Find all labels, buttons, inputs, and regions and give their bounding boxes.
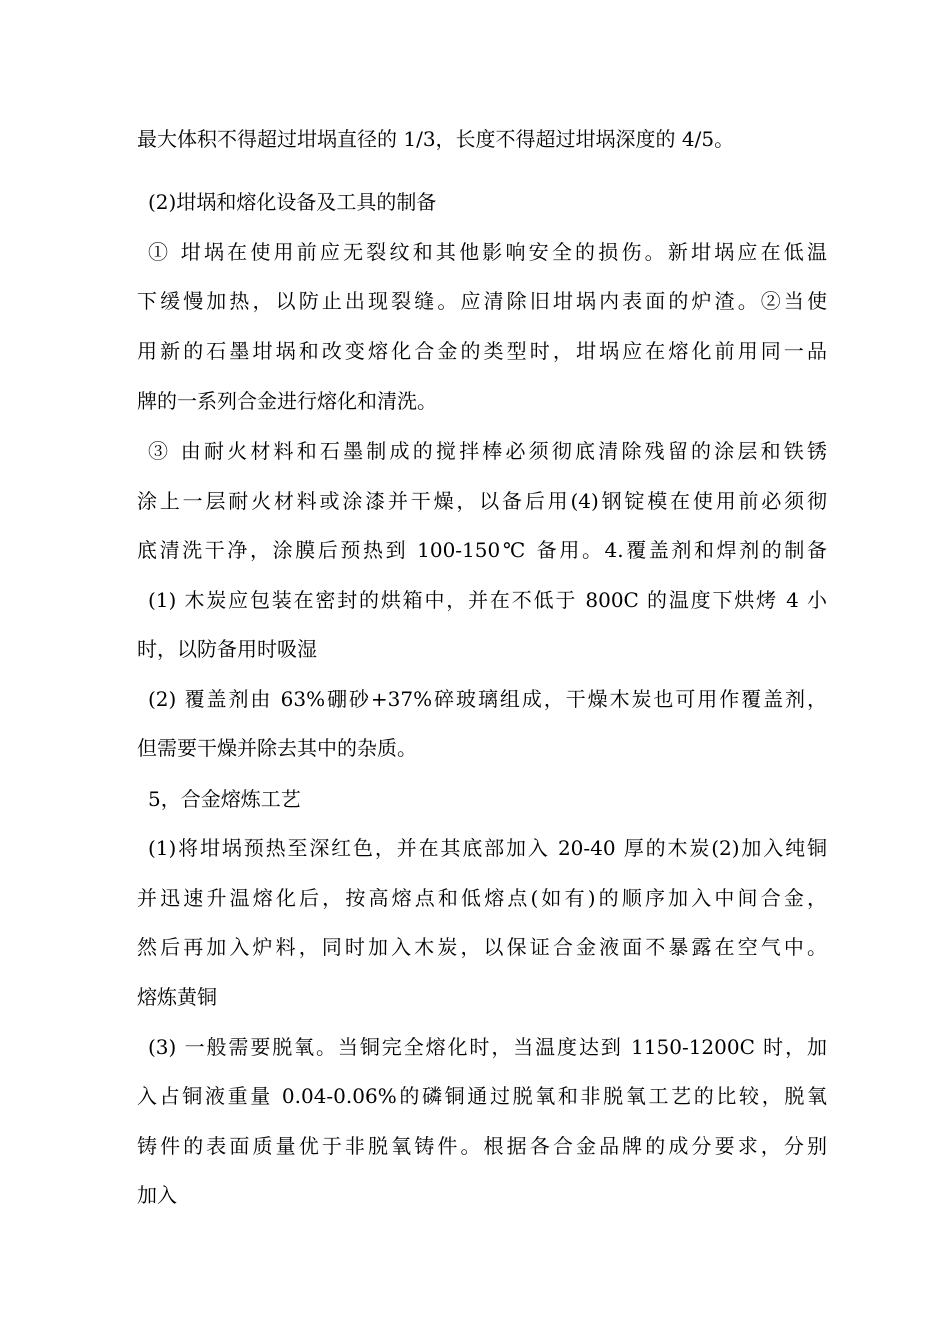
text-line: ① 坩埚在使用前应无裂纹和其他影响安全的损伤。新坩埚应在低温: [148, 240, 827, 264]
text-line: 用新的石墨坩埚和改变熔化合金的类型时，坩埚应在熔化前用同一品: [137, 339, 827, 363]
text-line: 然后再加入炉料，同时加入木炭，以保证合金液面不暴露在空气中。: [137, 935, 827, 959]
section-heading: 5，合金熔炼工艺: [148, 787, 301, 811]
text-line: 加入: [137, 1183, 177, 1207]
text-line: 但需要干燥并除去其中的杂质。: [137, 736, 417, 760]
text-line: (2) 覆盖剂由 63%硼砂+37%碎玻璃组成，干燥木炭也可用作覆盖剂，: [148, 687, 827, 711]
text-line: 最大体积不得超过坩埚直径的 1/3，长度不得超过坩埚深度的 4/5。: [137, 127, 735, 151]
text-line: 时，以防备用时吸湿: [137, 637, 317, 661]
text-line: (1)将坩埚预热至深红色，并在其底部加入 20-40 厚的木炭(2)加入纯铜: [148, 836, 827, 860]
text-line: 下缓慢加热，以防止出现裂缝。应清除旧坩埚内表面的炉渣。②当使: [137, 289, 827, 313]
text-line: (1) 木炭应包装在密封的烘箱中，并在不低于 800C 的温度下烘烤 4 小: [148, 588, 827, 612]
section-heading: (2)坩埚和熔化设备及工具的制备: [148, 190, 437, 214]
text-line: (3) 一般需要脱氧。当铜完全熔化时，当温度达到 1150-1200C 时，加: [148, 1035, 827, 1059]
text-line: 入占铜液重量 0.04-0.06%的磷铜通过脱氧和非脱氧工艺的比较，脱氧: [137, 1084, 827, 1108]
text-line: 牌的一系列合金进行熔化和清洗。: [137, 389, 437, 413]
text-line: 底清洗干净，涂膜后预热到 100-150℃ 备用。4.覆盖剂和焊剂的制备: [137, 538, 827, 562]
text-line: 铸件的表面质量优于非脱氧铸件。根据各合金品牌的成分要求，分别: [137, 1134, 827, 1158]
text-line: 涂上一层耐火材料或涂漆并干燥，以备后用(4)钢锭模在使用前必须彻: [137, 489, 827, 513]
text-line: 并迅速升温熔化后，按高熔点和低熔点(如有)的顺序加入中间合金，: [137, 886, 827, 910]
text-line: 熔炼黄铜: [137, 985, 217, 1009]
text-line: ③ 由耐火材料和石墨制成的搅拌棒必须彻底清除残留的涂层和铁锈: [148, 439, 827, 463]
